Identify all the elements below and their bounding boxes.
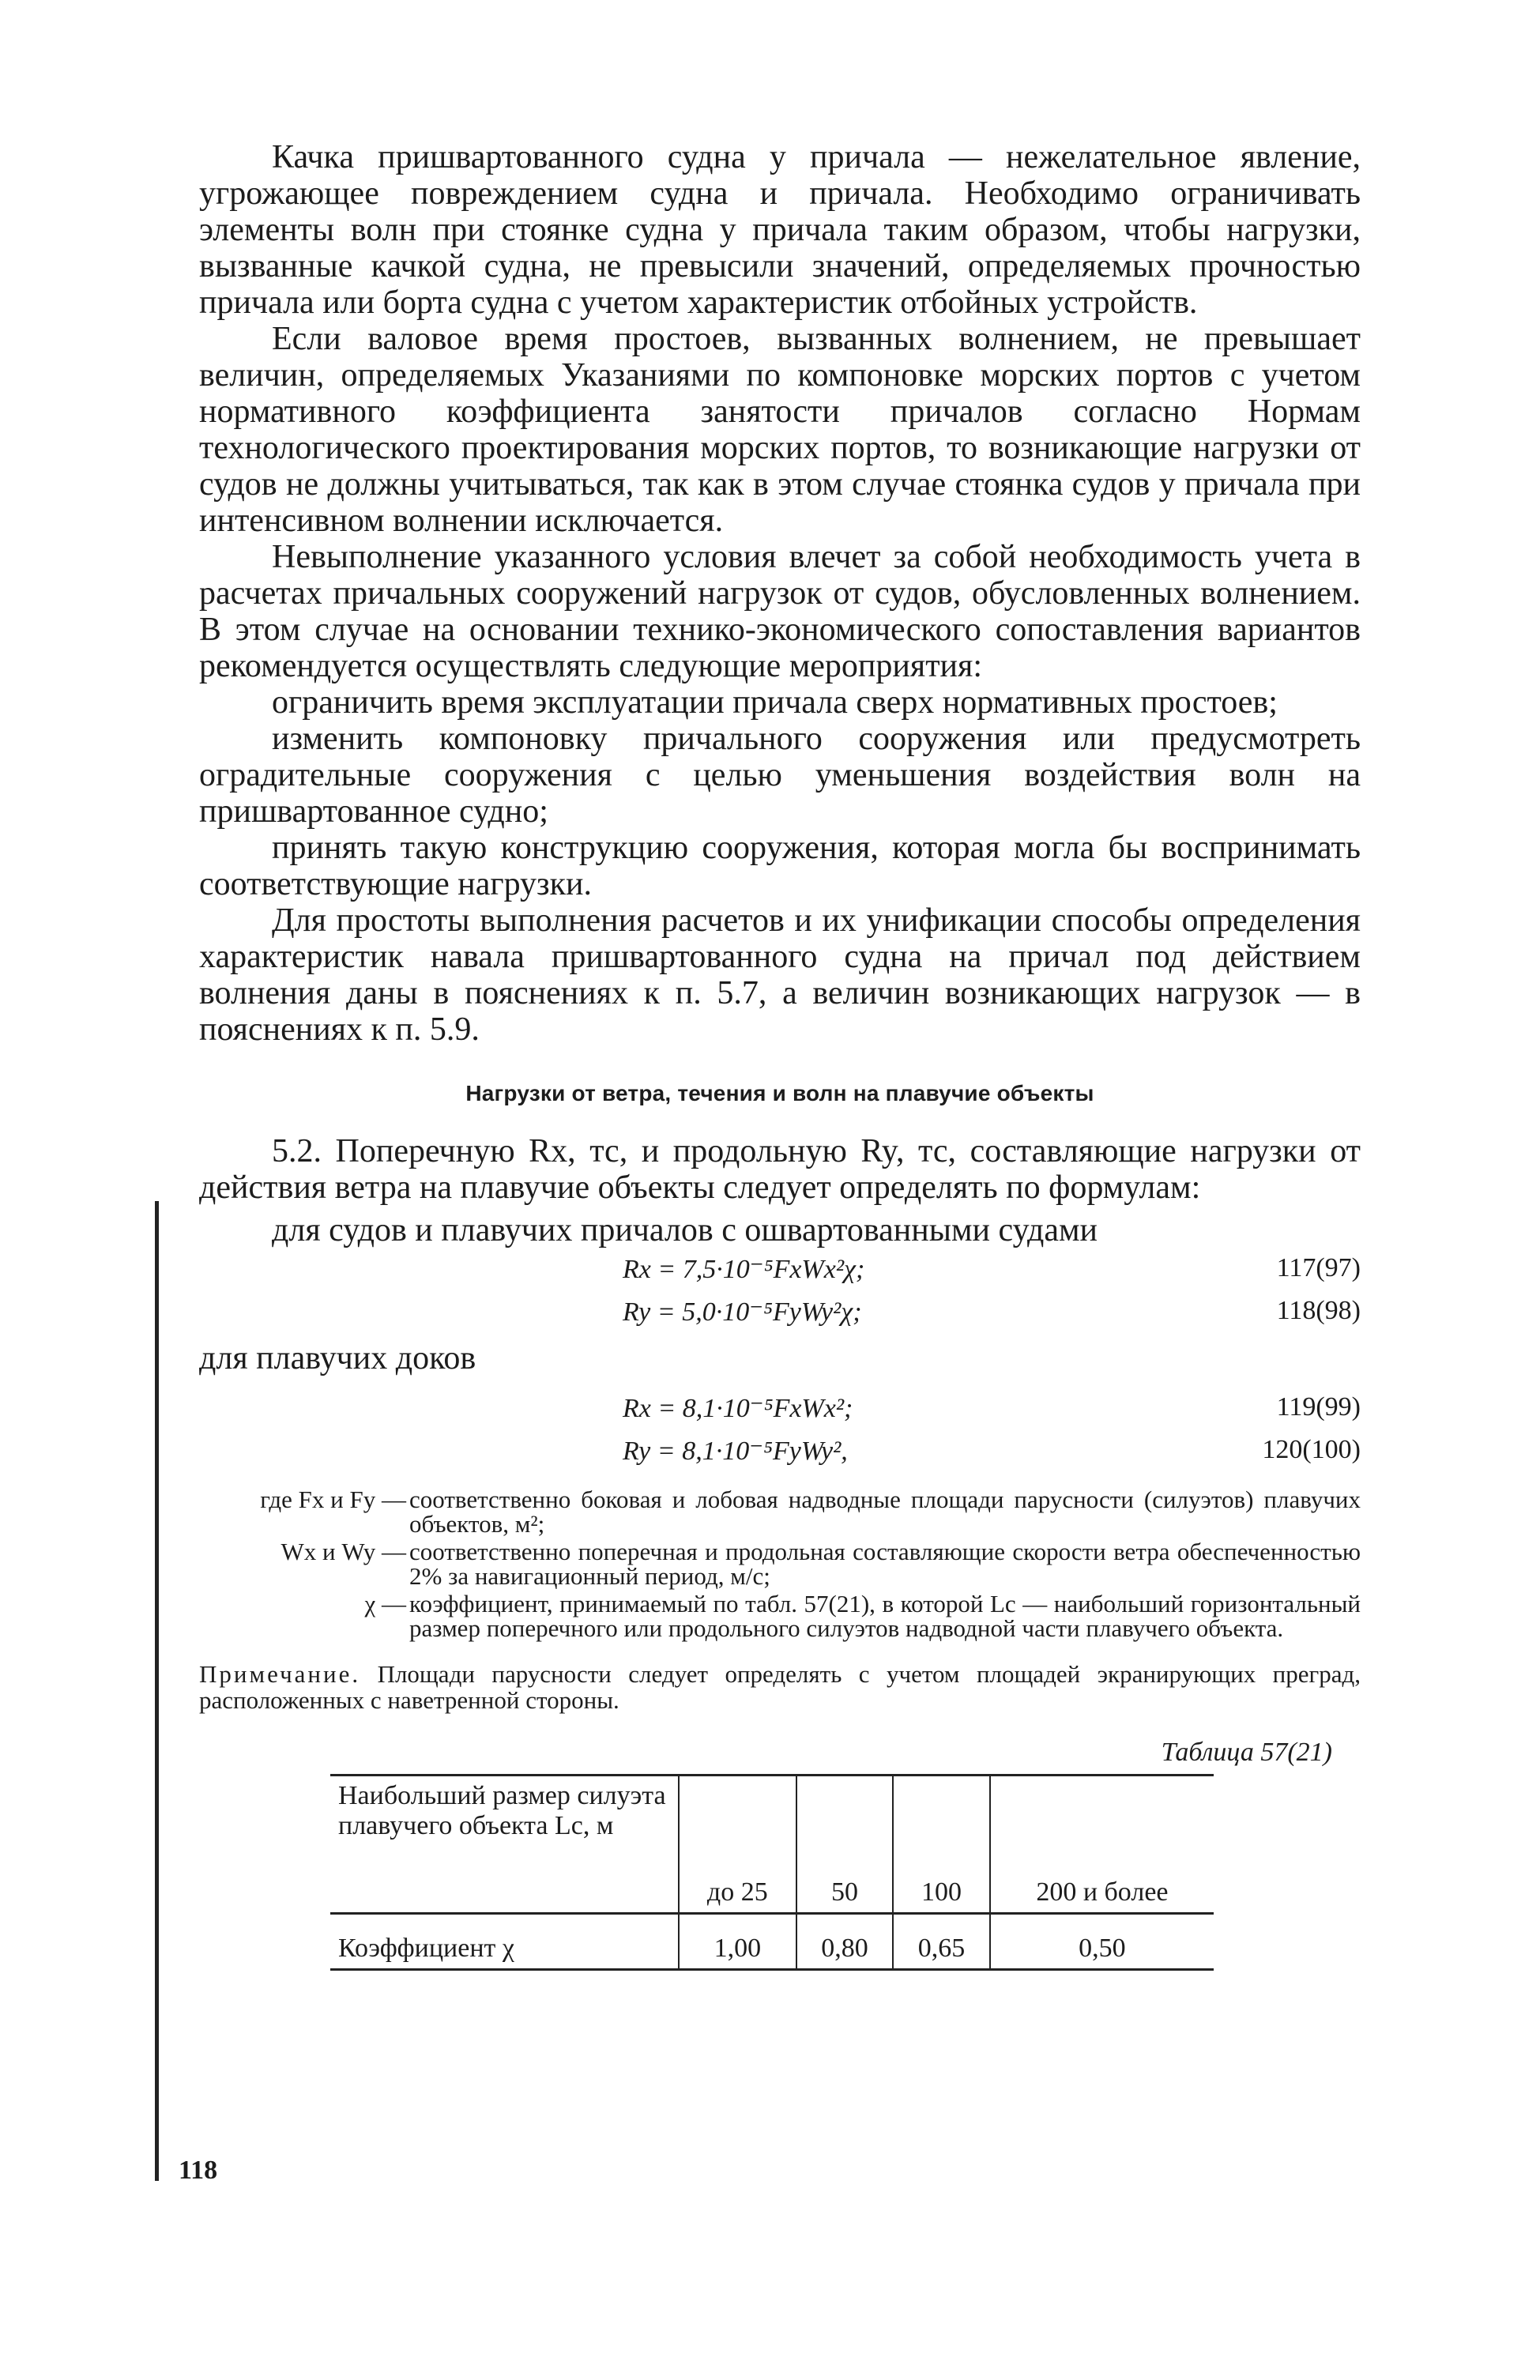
definition-item bbox=[199, 1487, 1361, 1536]
formula: Rx = 7,5·10⁻⁵FxWx²χ; bbox=[623, 1255, 865, 1284]
equation-number: 120(100) bbox=[1262, 1435, 1361, 1464]
note bbox=[199, 1661, 1361, 1713]
lead-ships: для судов и плавучих причалов с ошвартованными судами bbox=[272, 1212, 1098, 1248]
formula-row bbox=[199, 1248, 1361, 1291]
formula-row bbox=[199, 1291, 1361, 1334]
formula: Ry = 5,0·10⁻⁵FyWy²χ; bbox=[623, 1297, 862, 1327]
formula: Rx = 8,1·10⁻⁵FxWx²; bbox=[623, 1394, 853, 1423]
definition-text: соответственно поперечная и продольная составляющие скорости ветра обеспеченностью 2% за навигационный период, м/с; bbox=[409, 1538, 1361, 1590]
definitions bbox=[199, 1487, 1361, 1640]
definition-item bbox=[199, 1539, 1361, 1588]
list-item: изменить компоновку причального сооружения или предусмотреть оградительные сооружения с целью уменьшения воздействия волн на пришвартованное судно; bbox=[199, 721, 1361, 830]
definition-term: где Fx и Fy — bbox=[260, 1486, 406, 1513]
paragraph-4: Для простоты выполнения расчетов и их унификации способы определения характеристик навала пришвартованного судна на причал под действием волнения даны в пояснениях к п. 5.7, а величин возникающих нагрузок — в пояснениях к п. 5.9. bbox=[199, 902, 1361, 1048]
table-cell: 0,65 bbox=[893, 1914, 990, 1970]
paragraph-1: Качка пришвартованного судна у причала — нежелательное явление, угрожающее повреждением судна и причала. Необходимо ограничивать элементы волн при стоянке судна у причала таким образом, чтобы нагрузки, вызванные качкой судна, не превысили значений, определяемых прочностью причала или борта судна с учетом характеристик отбойных устройств. bbox=[199, 139, 1361, 321]
definition-item bbox=[199, 1591, 1361, 1640]
definition-text: коэффициент, принимаемый по табл. 57(21), в которой Lc — наибольший горизонтальный размер поперечного или продольного силуэтов надводной части плавучего объекта. bbox=[409, 1590, 1361, 1642]
table-cell: 0,80 bbox=[796, 1914, 894, 1970]
paragraph-3: Невыполнение указанного условия влечет за собой необходимость учета в расчетах причальных сооружений нагрузок от судов, обусловленных волнением. В этом случае на основании технико-экономического сопоставления вариантов рекомендуется осуществлять следующие мероприятия: bbox=[199, 539, 1361, 684]
section-heading: Нагрузки от ветра, течения и волн на плавучие объекты bbox=[465, 1081, 1094, 1105]
equation-number: 118(98) bbox=[1276, 1296, 1361, 1325]
table-cell: Коэффициент χ bbox=[338, 1934, 514, 1963]
table-header-cell: до 25 bbox=[679, 1776, 796, 1914]
table-cell: 1,00 bbox=[679, 1914, 796, 1970]
definition-text: соответственно боковая и лобовая надводные площади парусности (силуэтов) плавучих объектов, м²; bbox=[409, 1486, 1361, 1538]
list-item: ограничить время эксплуатации причала сверх нормативных простоев; bbox=[272, 684, 1278, 721]
table-row bbox=[330, 1914, 1214, 1970]
table-header-row bbox=[330, 1776, 1214, 1914]
formula-row bbox=[199, 1388, 1361, 1430]
paragraph-2: Если валовое время простоев, вызванных волнением, не превышает величин, определяемых Указаниями по компоновке морских портов с учетом нормативного коэффициента занятости причалов согласно Нормам технологического проектирования морских портов, то возникающие нагрузки от судов не должны учитываться, так как в этом случае стоянка судов у причала при интенсивном волнении исключается. bbox=[199, 321, 1361, 539]
page-body bbox=[199, 139, 1361, 1963]
table-caption: Таблица 57(21) bbox=[1161, 1738, 1332, 1767]
clause-5-2: 5.2. Поперечную Rx, тс, и продольную Ry, тс, составляющие нагрузки от действия ветра на плавучие объекты следует определять по формулам: bbox=[199, 1133, 1361, 1206]
note-text: Площади парусности следует определять с учетом площадей экранирующих преград, расположенных с наветренной стороны. bbox=[199, 1660, 1361, 1714]
equation-number: 119(99) bbox=[1276, 1392, 1361, 1422]
table-header-cell: 200 и более bbox=[990, 1776, 1214, 1914]
section-change-bar bbox=[155, 1201, 159, 2181]
definition-term: Wx и Wy — bbox=[281, 1538, 406, 1565]
table-header-cell: 100 bbox=[893, 1776, 990, 1914]
formula: Ry = 8,1·10⁻⁵FyWy², bbox=[623, 1437, 848, 1466]
list-item: принять такую конструкцию сооружения, которая могла бы воспринимать соответствующие нагрузки. bbox=[199, 830, 1361, 902]
equation-number: 117(97) bbox=[1276, 1253, 1361, 1282]
table-cell: 0,50 bbox=[990, 1914, 1214, 1970]
definition-term: χ — bbox=[364, 1590, 406, 1617]
table-header-cell: Наибольший размер силуэта плавучего объекта Lc, м bbox=[338, 1781, 666, 1840]
formula-row bbox=[199, 1430, 1361, 1473]
note-label: Примечание. bbox=[199, 1660, 361, 1688]
page-number: 118 bbox=[179, 2156, 218, 2185]
table-header-cell: 50 bbox=[796, 1776, 894, 1914]
coefficient-table bbox=[330, 1774, 1214, 1971]
lead-docks: для плавучих доков bbox=[199, 1340, 476, 1376]
